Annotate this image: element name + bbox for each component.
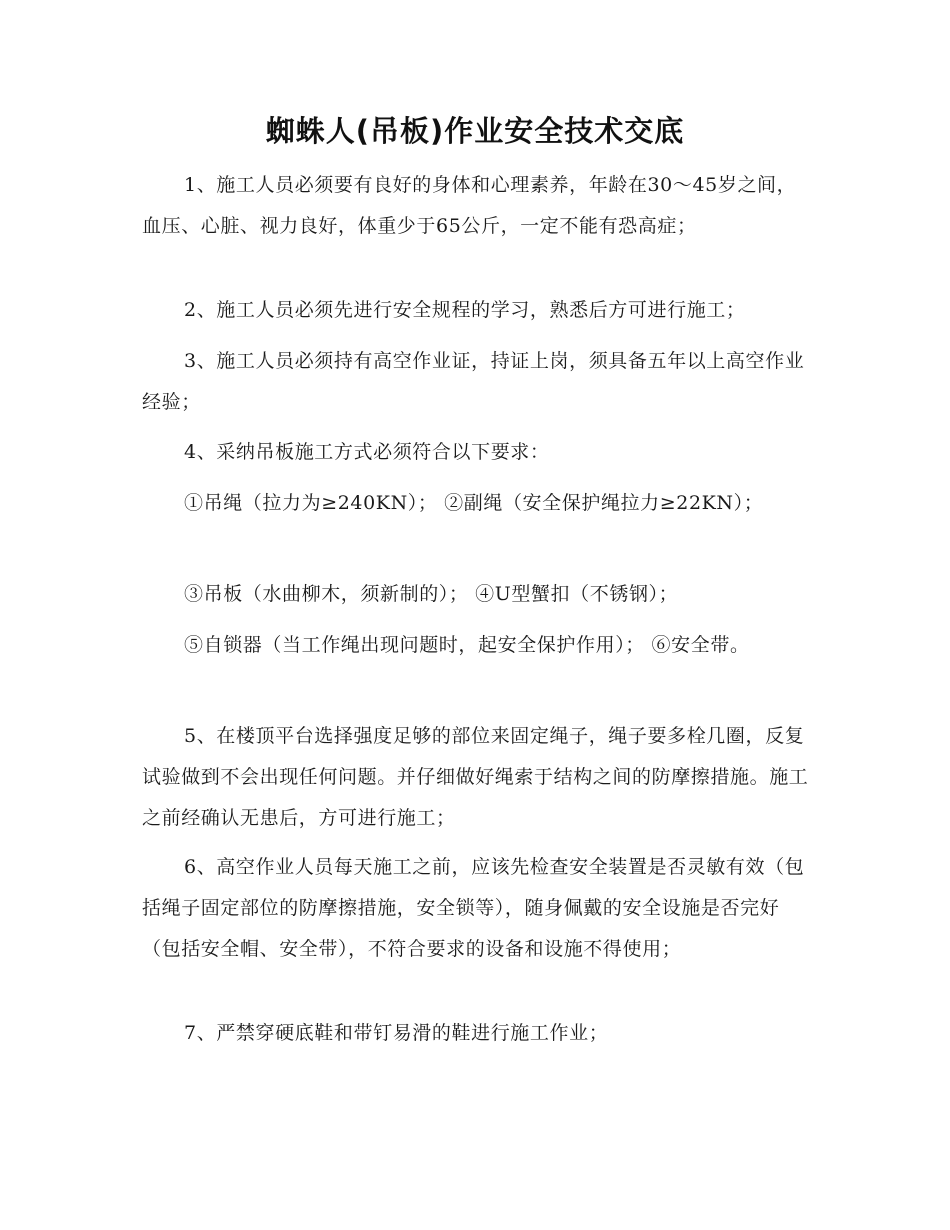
paragraph-4-hanging-board-requirements: 4、采纳吊板施工方式必须符合以下要求： — [184, 441, 550, 463]
paragraph-2-safety-training: 2、施工人员必须先进行安全规程的学习，熟悉后方可进行施工； — [184, 299, 746, 321]
paragraph-5-rope-anchoring: 5、在楼顶平台选择强度足够的部位来固定绳子，绳子要多栓几圈，反复试验做到不会出现任何问题。并仔细做好绳索于结构之间的防摩擦措施。施工之前经确认无患后，方可进行施工； — [142, 725, 809, 829]
requirement-self-lock-and-belt: ⑤自锁器（当工作绳出现问题时，起安全保护作用）； ⑥安全带。 — [184, 634, 750, 656]
paragraph-7-footwear: 7、严禁穿硬底鞋和带钉易滑的鞋进行施工作业； — [184, 1022, 609, 1044]
document-title: 蜘蛛人(吊板)作业安全技术交底 — [265, 114, 685, 148]
requirement-board-and-shackle: ③吊板（水曲柳木，须新制的）； ④U型蟹扣（不锈钢）； — [184, 583, 679, 605]
paragraph-3-certification: 3、施工人员必须持有高空作业证，持证上岗，须具备五年以上高空作业经验； — [142, 350, 805, 413]
paragraph-1-worker-requirements: 1、施工人员必须要有良好的身体和心理素养，年龄在30～45岁之间，血压、心脏、视力良好，体重少于65公斤，一定不能有恐高症； — [142, 174, 797, 237]
paragraph-6-daily-inspection: 6、高空作业人员每天施工之前，应该先检查安全装置是否灵敏有效（包括绳子固定部位的防摩擦措施，安全锁等），随身佩戴的安全设施是否完好（包括安全帽、安全带），不符合要求的设备和设施不得使用； — [142, 856, 805, 960]
requirement-ropes: ①吊绳（拉力为≥240KN）； ②副绳（安全保护绳拉力≥22KN）； — [184, 492, 764, 514]
